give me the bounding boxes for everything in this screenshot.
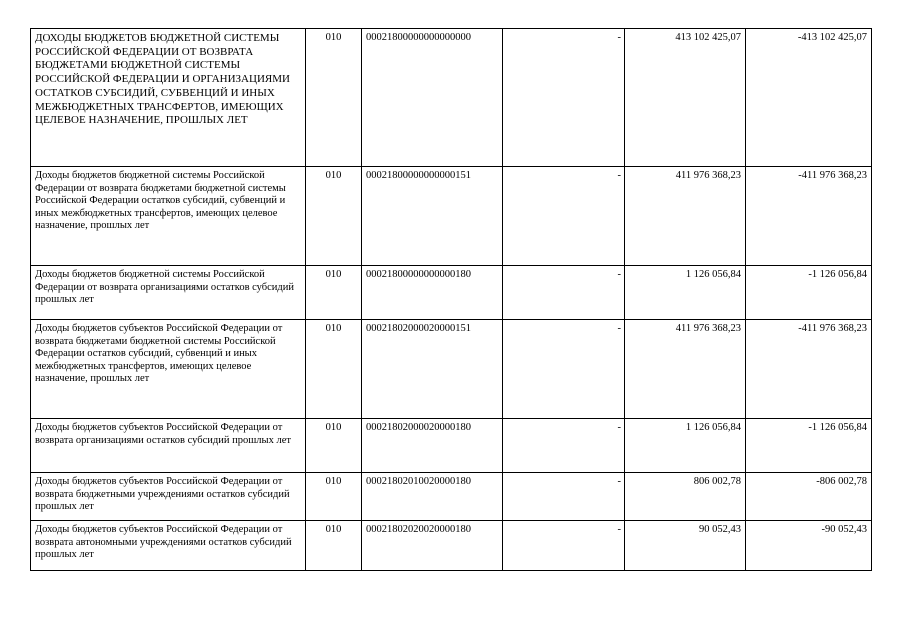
not-executed-cell: -411 976 368,23 — [746, 167, 872, 266]
approved-plan-cell: - — [503, 167, 625, 266]
table-row — [31, 167, 872, 266]
executed-cell: 411 976 368,23 — [625, 167, 746, 266]
row-code-cell: 010 — [306, 29, 362, 167]
revenue-code-cell: 00021802010020000180 — [362, 473, 503, 521]
table-row — [31, 521, 872, 571]
row-code-cell: 010 — [306, 167, 362, 266]
revenue-code-cell: 00021800000000000000 — [362, 29, 503, 167]
table-row — [31, 29, 872, 167]
row-code-cell: 010 — [306, 320, 362, 419]
revenue-code-cell: 00021802020020000180 — [362, 521, 503, 571]
row-name-cell: ДОХОДЫ БЮДЖЕТОВ БЮДЖЕТНОЙ СИСТЕМЫ РОССИЙСКОЙ ФЕДЕРАЦИИ ОТ ВОЗВРАТА БЮДЖЕТАМИ БЮДЖЕТНОЙ СИСТЕМЫ РОССИЙСКОЙ ФЕДЕРАЦИИ И ОРГАНИЗАЦИЯМИ ОСТАТКОВ СУБСИДИЙ, СУБВЕНЦИЙ И ИНЫХ МЕЖБЮДЖЕТНЫХ ТРАНСФЕРТОВ, ИМЕЮЩИХ ЦЕЛЕВОЕ НАЗНАЧЕНИЕ, ПРОШЛЫХ ЛЕТ — [31, 29, 306, 167]
not-executed-cell: -1 126 056,84 — [746, 419, 872, 473]
executed-cell: 1 126 056,84 — [625, 266, 746, 320]
executed-cell: 413 102 425,07 — [625, 29, 746, 167]
not-executed-cell: -411 976 368,23 — [746, 320, 872, 419]
approved-plan-cell: - — [503, 266, 625, 320]
table-row — [31, 266, 872, 320]
row-name-cell: Доходы бюджетов субъектов Российской Федерации от возврата организациями остатков субсидий прошлых лет — [31, 419, 306, 473]
row-name-cell: Доходы бюджетов бюджетной системы Российской Федерации от возврата бюджетами бюджетной системы Российской Федерации остатков субсидий, субвенций и иных межбюджетных трансфертов, имеющих целевое назначение, прошлых лет — [31, 167, 306, 266]
budget-revenue-table — [30, 28, 872, 571]
revenue-code-cell: 00021800000000000151 — [362, 167, 503, 266]
row-name-cell: Доходы бюджетов субъектов Российской Федерации от возврата бюджетными учреждениями остатков субсидий прошлых лет — [31, 473, 306, 521]
revenue-code-cell: 00021800000000000180 — [362, 266, 503, 320]
approved-plan-cell: - — [503, 521, 625, 571]
not-executed-cell: -806 002,78 — [746, 473, 872, 521]
table-row — [31, 320, 872, 419]
table-row — [31, 419, 872, 473]
approved-plan-cell: - — [503, 419, 625, 473]
row-code-cell: 010 — [306, 473, 362, 521]
row-name-cell: Доходы бюджетов субъектов Российской Федерации от возврата бюджетами бюджетной системы Российской Федерации остатков субсидий, субвенций и иных межбюджетных трансфертов, имеющих целевое назначение, прошлых лет — [31, 320, 306, 419]
approved-plan-cell: - — [503, 320, 625, 419]
approved-plan-cell: - — [503, 473, 625, 521]
revenue-code-cell: 00021802000020000180 — [362, 419, 503, 473]
not-executed-cell: -1 126 056,84 — [746, 266, 872, 320]
approved-plan-cell: - — [503, 29, 625, 167]
row-code-cell: 010 — [306, 521, 362, 571]
row-name-cell: Доходы бюджетов субъектов Российской Федерации от возврата автономными учреждениями остатков субсидий прошлых лет — [31, 521, 306, 571]
row-name-cell: Доходы бюджетов бюджетной системы Российской Федерации от возврата организациями остатков субсидий прошлых лет — [31, 266, 306, 320]
row-code-cell: 010 — [306, 419, 362, 473]
row-code-cell: 010 — [306, 266, 362, 320]
executed-cell: 411 976 368,23 — [625, 320, 746, 419]
executed-cell: 90 052,43 — [625, 521, 746, 571]
not-executed-cell: -413 102 425,07 — [746, 29, 872, 167]
revenue-code-cell: 00021802000020000151 — [362, 320, 503, 419]
executed-cell: 1 126 056,84 — [625, 419, 746, 473]
not-executed-cell: -90 052,43 — [746, 521, 872, 571]
table-row — [31, 473, 872, 521]
executed-cell: 806 002,78 — [625, 473, 746, 521]
